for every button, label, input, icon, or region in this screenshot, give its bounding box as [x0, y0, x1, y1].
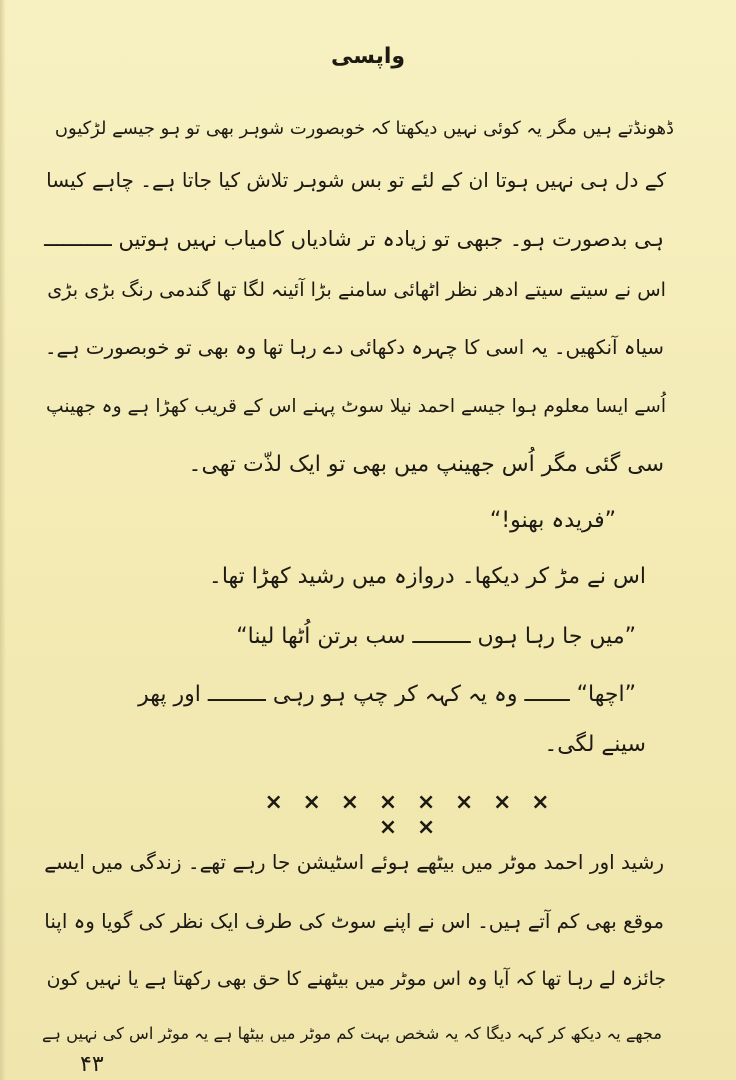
text-line: جائزہ لے رہا تھا کہ آیا وہ اس موٹر میں بیٹھنے کا حق بھی رکھتا ہے یا نہیں کون: [46, 968, 666, 990]
text-line: کے دل ہی نہیں ہوتا ان کے لئے تو بس شوہر تلاش کیا جاتا ہے۔ چاہے کیسا: [46, 168, 666, 192]
dialogue-line: ”میں جا رہا ہوں ـــــــــ سب برتن اُٹھا لینا“: [236, 624, 636, 649]
page-number: ۴۳: [80, 1052, 104, 1077]
text-line: سیاہ آنکھیں۔ یہ اسی کا چہرہ دکھائی دے رہا تھا وہ بھی تو خوبصورت ہے۔: [44, 336, 664, 359]
dialogue-line: ”اچھا“ ـــــــ وہ یہ کہہ کر چپ ہو رہی ـــــــــ اور پھر: [138, 682, 636, 707]
dialogue-line: اس نے مڑ کر دیکھا۔ دروازہ میں رشید کھڑا تھا۔: [208, 564, 646, 589]
text-line: ہی بدصورت ہو۔ جبھی تو زیادہ تر شادیاں کامیاب نہیں ہوتیں ـــــــــــ: [44, 226, 664, 251]
chapter-title: واپسی: [330, 44, 406, 69]
dialogue-line: سینے لگی۔: [544, 732, 646, 757]
page-edge-shadow: [0, 0, 6, 1080]
dialogue-line: ”فریدہ بھنو!“: [489, 508, 616, 533]
text-line: اُسے ایسا معلوم ہوا جیسے احمد نیلا سوٹ پہنے اس کے قریب کھڑا ہے وہ جھینپ: [46, 396, 666, 417]
text-line: سی گئی مگر اُس جھینپ میں بھی تو ایک لذّت تھی۔: [188, 452, 664, 477]
text-line: مجھے یہ دیکھ کر کہہ دیگا کہ یہ شخص بہت کم موٹر میں بیٹھا ہے یہ موٹر اس کی نہیں ہے: [42, 1024, 662, 1043]
text-line: اس نے سیتے سیتے ادھر نظر اٹھائی سامنے بڑا آئینہ لگا تھا گندمی رنگ بڑی بڑی: [47, 278, 666, 301]
text-line: رشید اور احمد موٹر میں بیٹھے ہوئے اسٹیشن جا رہے تھے۔ زندگی میں ایسے: [44, 850, 664, 874]
section-separator: × × × × × × × × × ×: [264, 790, 556, 840]
text-line: ڈھونڈتے ہیں مگر یہ کوئی نہیں دیکھتا کہ خوبصورت شوہر بھی تو ہو جیسے لڑکیوں: [54, 118, 674, 139]
text-line: موقع بھی کم آتے ہیں۔ اس نے اپنے سوٹ کی طرف ایک نظر کی گویا وہ اپنا: [44, 910, 664, 933]
